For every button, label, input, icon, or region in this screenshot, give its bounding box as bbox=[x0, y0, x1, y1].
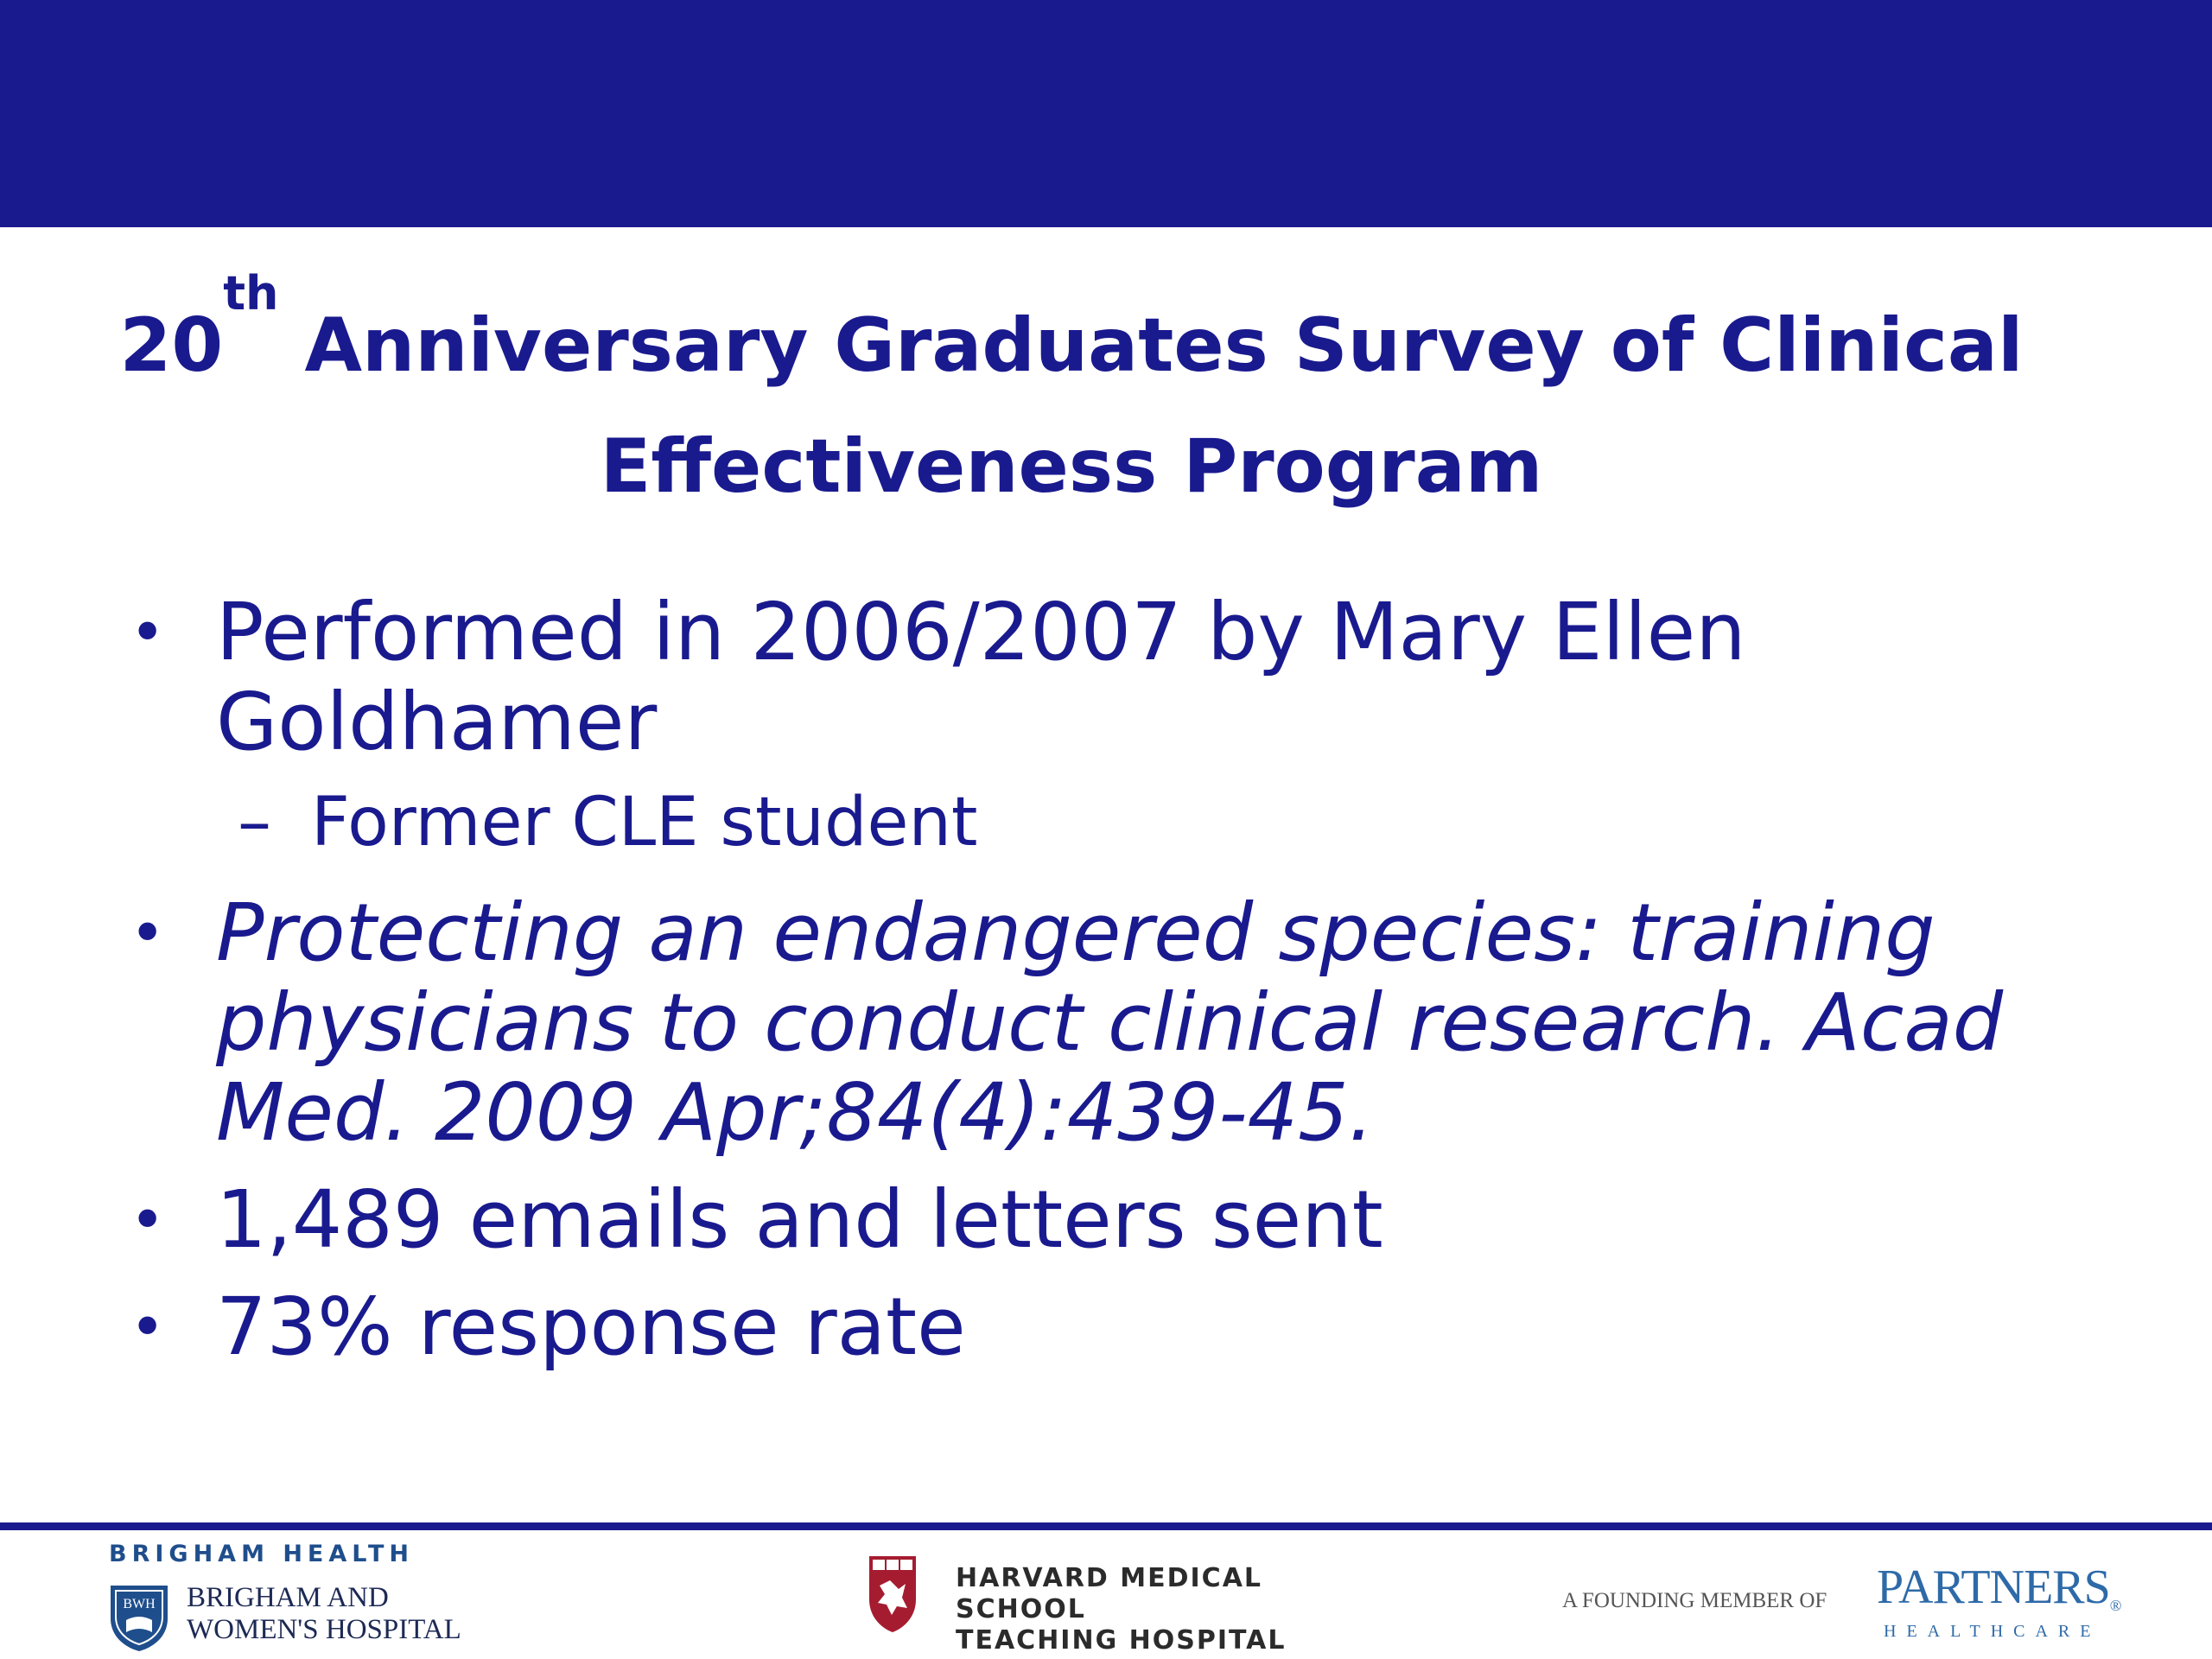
bwh-name-line1: BRIGHAM AND bbox=[187, 1582, 389, 1613]
registered-mark-icon: ® bbox=[2109, 1597, 2121, 1614]
footer bbox=[0, 1530, 2212, 1659]
sub-bullet-text: Former CLE student bbox=[311, 784, 978, 861]
bullet-item bbox=[130, 588, 2117, 767]
harvard-crest-icon bbox=[868, 1554, 918, 1634]
slide-title bbox=[86, 266, 2056, 527]
brigham-health-label: BRIGHAM HEALTH bbox=[109, 1541, 415, 1567]
bullet-dot: • bbox=[130, 898, 166, 969]
bullet-item bbox=[130, 1175, 2117, 1265]
bullet-text: 73% response rate bbox=[216, 1281, 966, 1373]
bwh-shield-text: BWH bbox=[123, 1597, 156, 1611]
bullet-text: 1,489 emails and letters sent bbox=[216, 1173, 1383, 1266]
bullet-dot: • bbox=[130, 597, 166, 668]
bwh-name-line2: WOMEN'S HOSPITAL bbox=[187, 1614, 461, 1645]
title-superscript: th bbox=[223, 266, 279, 321]
partners-name-text: PARTNERS bbox=[1877, 1560, 2110, 1614]
bullet-item bbox=[130, 888, 2117, 1158]
founding-member-label: A FOUNDING MEMBER OF bbox=[1562, 1589, 1827, 1612]
hms-logo bbox=[868, 1554, 1351, 1656]
partners-healthcare-label: HEALTHCARE bbox=[1884, 1622, 2101, 1641]
partners-name bbox=[1877, 1560, 2120, 1615]
bwh-shield-icon bbox=[109, 1584, 169, 1653]
bullet-text-citation: Protecting an endangered species: training physicians to conduct clinical research. Acad Med. 2009 Apr;84(4):439-45. bbox=[216, 887, 2004, 1159]
partners-logo bbox=[1562, 1544, 2121, 1648]
bullet-text: Performed in 2006/2007 by Mary Ellen Goldhamer bbox=[216, 586, 1746, 768]
bullet-dot: • bbox=[130, 1292, 166, 1363]
title-line2: Effectiveness Program bbox=[600, 423, 1543, 510]
bullet-list bbox=[130, 588, 2117, 1389]
bullet-item bbox=[130, 1282, 2117, 1372]
title-prefix: 20 bbox=[119, 302, 224, 389]
bwh-logo bbox=[109, 1541, 506, 1653]
sub-bullet-item bbox=[130, 779, 2117, 866]
sub-bullet-dash: – bbox=[238, 784, 271, 861]
footer-divider bbox=[0, 1522, 2212, 1530]
hms-line2: TEACHING HOSPITAL bbox=[956, 1625, 1287, 1656]
title-line1: Anniversary Graduates Survey of Clinical bbox=[278, 302, 2024, 389]
hms-text bbox=[956, 1563, 1351, 1656]
hms-line1: HARVARD MEDICAL SCHOOL bbox=[956, 1563, 1263, 1624]
header-band bbox=[0, 0, 2212, 227]
bwh-name bbox=[187, 1582, 461, 1646]
bullet-dot: • bbox=[130, 1185, 166, 1255]
